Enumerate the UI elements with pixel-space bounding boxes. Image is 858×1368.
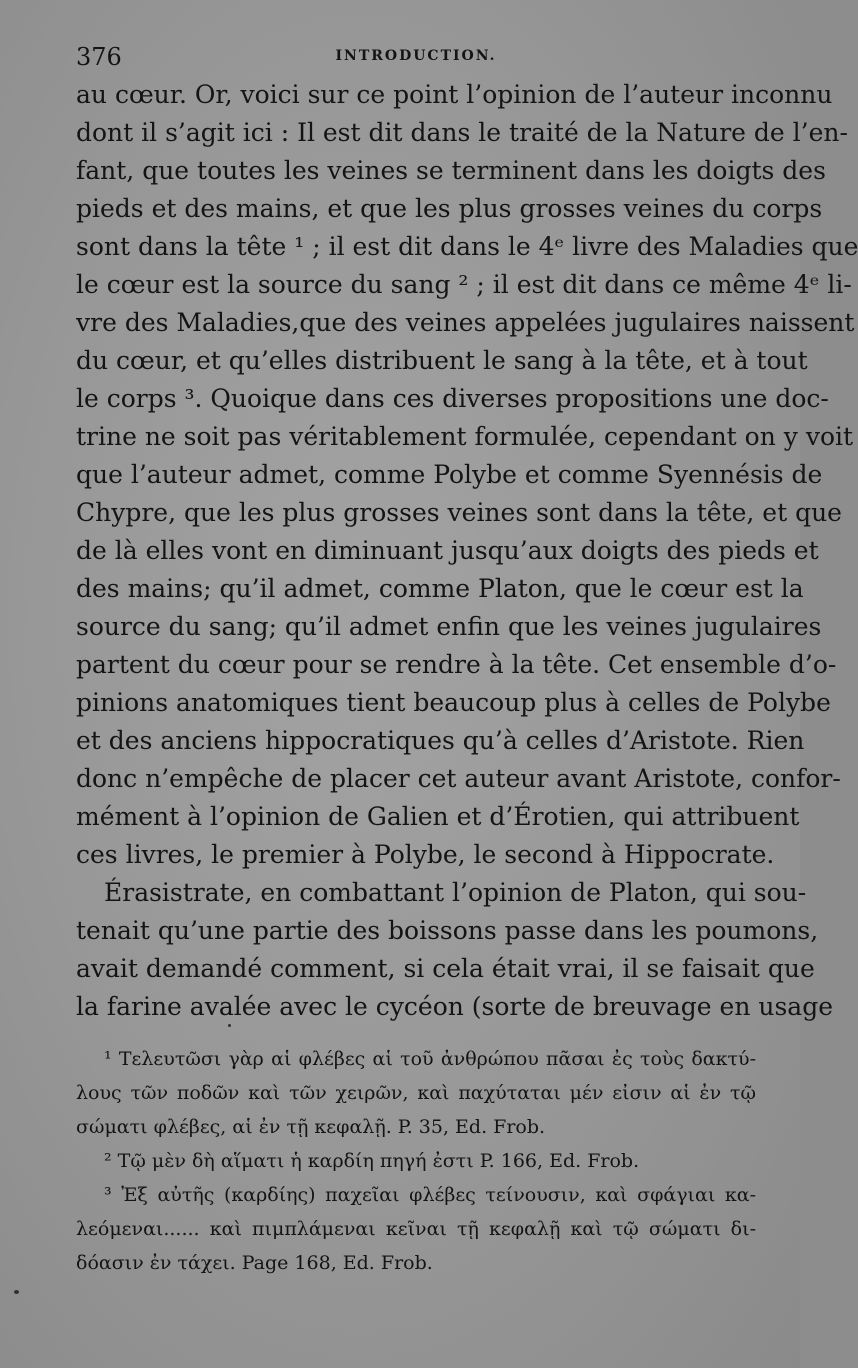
- body-line: donc n’empêche de placer cet auteur avant Aristote, confor-: [76, 764, 841, 793]
- footnote-line: ³ Ἐξ αὐτῆς (καρδίης) παχεῖαι φλέβες τείνουσιν, καὶ σφάγιαι κα-: [104, 1184, 756, 1206]
- body-line: ces livres, le premier à Polybe, le second à Hippocrate.: [76, 840, 775, 869]
- body-line: avait demandé comment, si cela était vrai, il se faisait que: [76, 954, 815, 983]
- body-line: Érasistrate, en combattant l’opinion de Platon, qui sou-: [104, 878, 807, 907]
- footnote-line: λους τῶν ποδῶν καὶ τῶν χειρῶν, καὶ παχύταται μέν εἰσιν αἱ ἐν τῷ: [76, 1082, 756, 1104]
- footnote-line: σώματι φλέβες, αἱ ἐν τῇ κεφαλῇ. P. 35, Ed. Frob.: [76, 1116, 546, 1138]
- body-text: [76, 76, 858, 1021]
- running-head: [76, 42, 756, 74]
- footnotes: [76, 1042, 756, 1282]
- body-line: des mains; qu’il admet, comme Platon, que le cœur est la: [76, 574, 804, 603]
- body-line: sont dans la tête ¹ ; il est dit dans le 4ᵉ livre des Maladies que: [76, 232, 858, 261]
- footnote-line: ² Τῷ μὲν δὴ αἵματι ἡ καρδίη πηγή ἐστι P. 166, Ed. Frob.: [104, 1150, 640, 1172]
- body-line: partent du cœur pour se rendre à la tête. Cet ensemble d’o-: [76, 650, 837, 679]
- body-line: du cœur, et qu’elles distribuent le sang à la tête, et à tout: [76, 346, 808, 375]
- running-title: INTRODUCTION.: [335, 48, 497, 64]
- body-line: pieds et des mains, et que les plus grosses veines du corps: [76, 194, 823, 223]
- body-line: le cœur est la source du sang ² ; il est dit dans ce même 4ᵉ li-: [76, 270, 852, 299]
- body-line: dont il s’agit ici : Il est dit dans le traité de la Nature de l’en-: [76, 118, 848, 147]
- footnote-line: λεόμεναι...... καὶ πιμπλάμεναι κεῖναι τῇ κεφαλῇ καὶ τῷ σώματι δι-: [76, 1218, 756, 1240]
- page-number: 376: [76, 43, 122, 71]
- ink-speck: [228, 1024, 231, 1027]
- body-line: le corps ³. Quoique dans ces diverses propositions une doc-: [76, 384, 829, 413]
- body-line: vre des Maladies,que des veines appelées jugulaires naissent: [76, 308, 855, 337]
- body-line: source du sang; qu’il admet enfin que les veines jugulaires: [76, 612, 822, 641]
- body-line: mément à l’opinion de Galien et d’Érotien, qui attribuent: [76, 802, 800, 831]
- footnote-line: ¹ Τελευτῶσι γὰρ αἱ φλέβες αἱ τοῦ ἀνθρώπου πᾶσαι ἐς τοὺς δακτύ-: [104, 1048, 756, 1070]
- body-line: et des anciens hippocratiques qu’à celles d’Aristote. Rien: [76, 726, 805, 755]
- ink-speck: [14, 1290, 19, 1294]
- body-line: de là elles vont en diminuant jusqu’aux doigts des pieds et: [76, 536, 819, 565]
- footnote-line: δόασιν ἐν τάχει. Page 168, Ed. Frob.: [76, 1252, 433, 1274]
- body-line: la farine avalée avec le cycéon (sorte de breuvage en usage: [76, 992, 834, 1021]
- body-line: au cœur. Or, voici sur ce point l’opinion de l’auteur inconnu: [76, 80, 833, 109]
- body-line: que l’auteur admet, comme Polybe et comme Syennésis de: [76, 460, 823, 489]
- body-line: pinions anatomiques tient beaucoup plus à celles de Polybe: [76, 688, 831, 717]
- body-line: trine ne soit pas véritablement formulée, cependant on y voit: [76, 422, 854, 451]
- body-line: Chypre, que les plus grosses veines sont dans la tête, et que: [76, 498, 842, 527]
- body-line: tenait qu’une partie des boissons passe dans les poumons,: [76, 916, 819, 945]
- body-line: fant, que toutes les veines se terminent dans les doigts des: [76, 156, 826, 185]
